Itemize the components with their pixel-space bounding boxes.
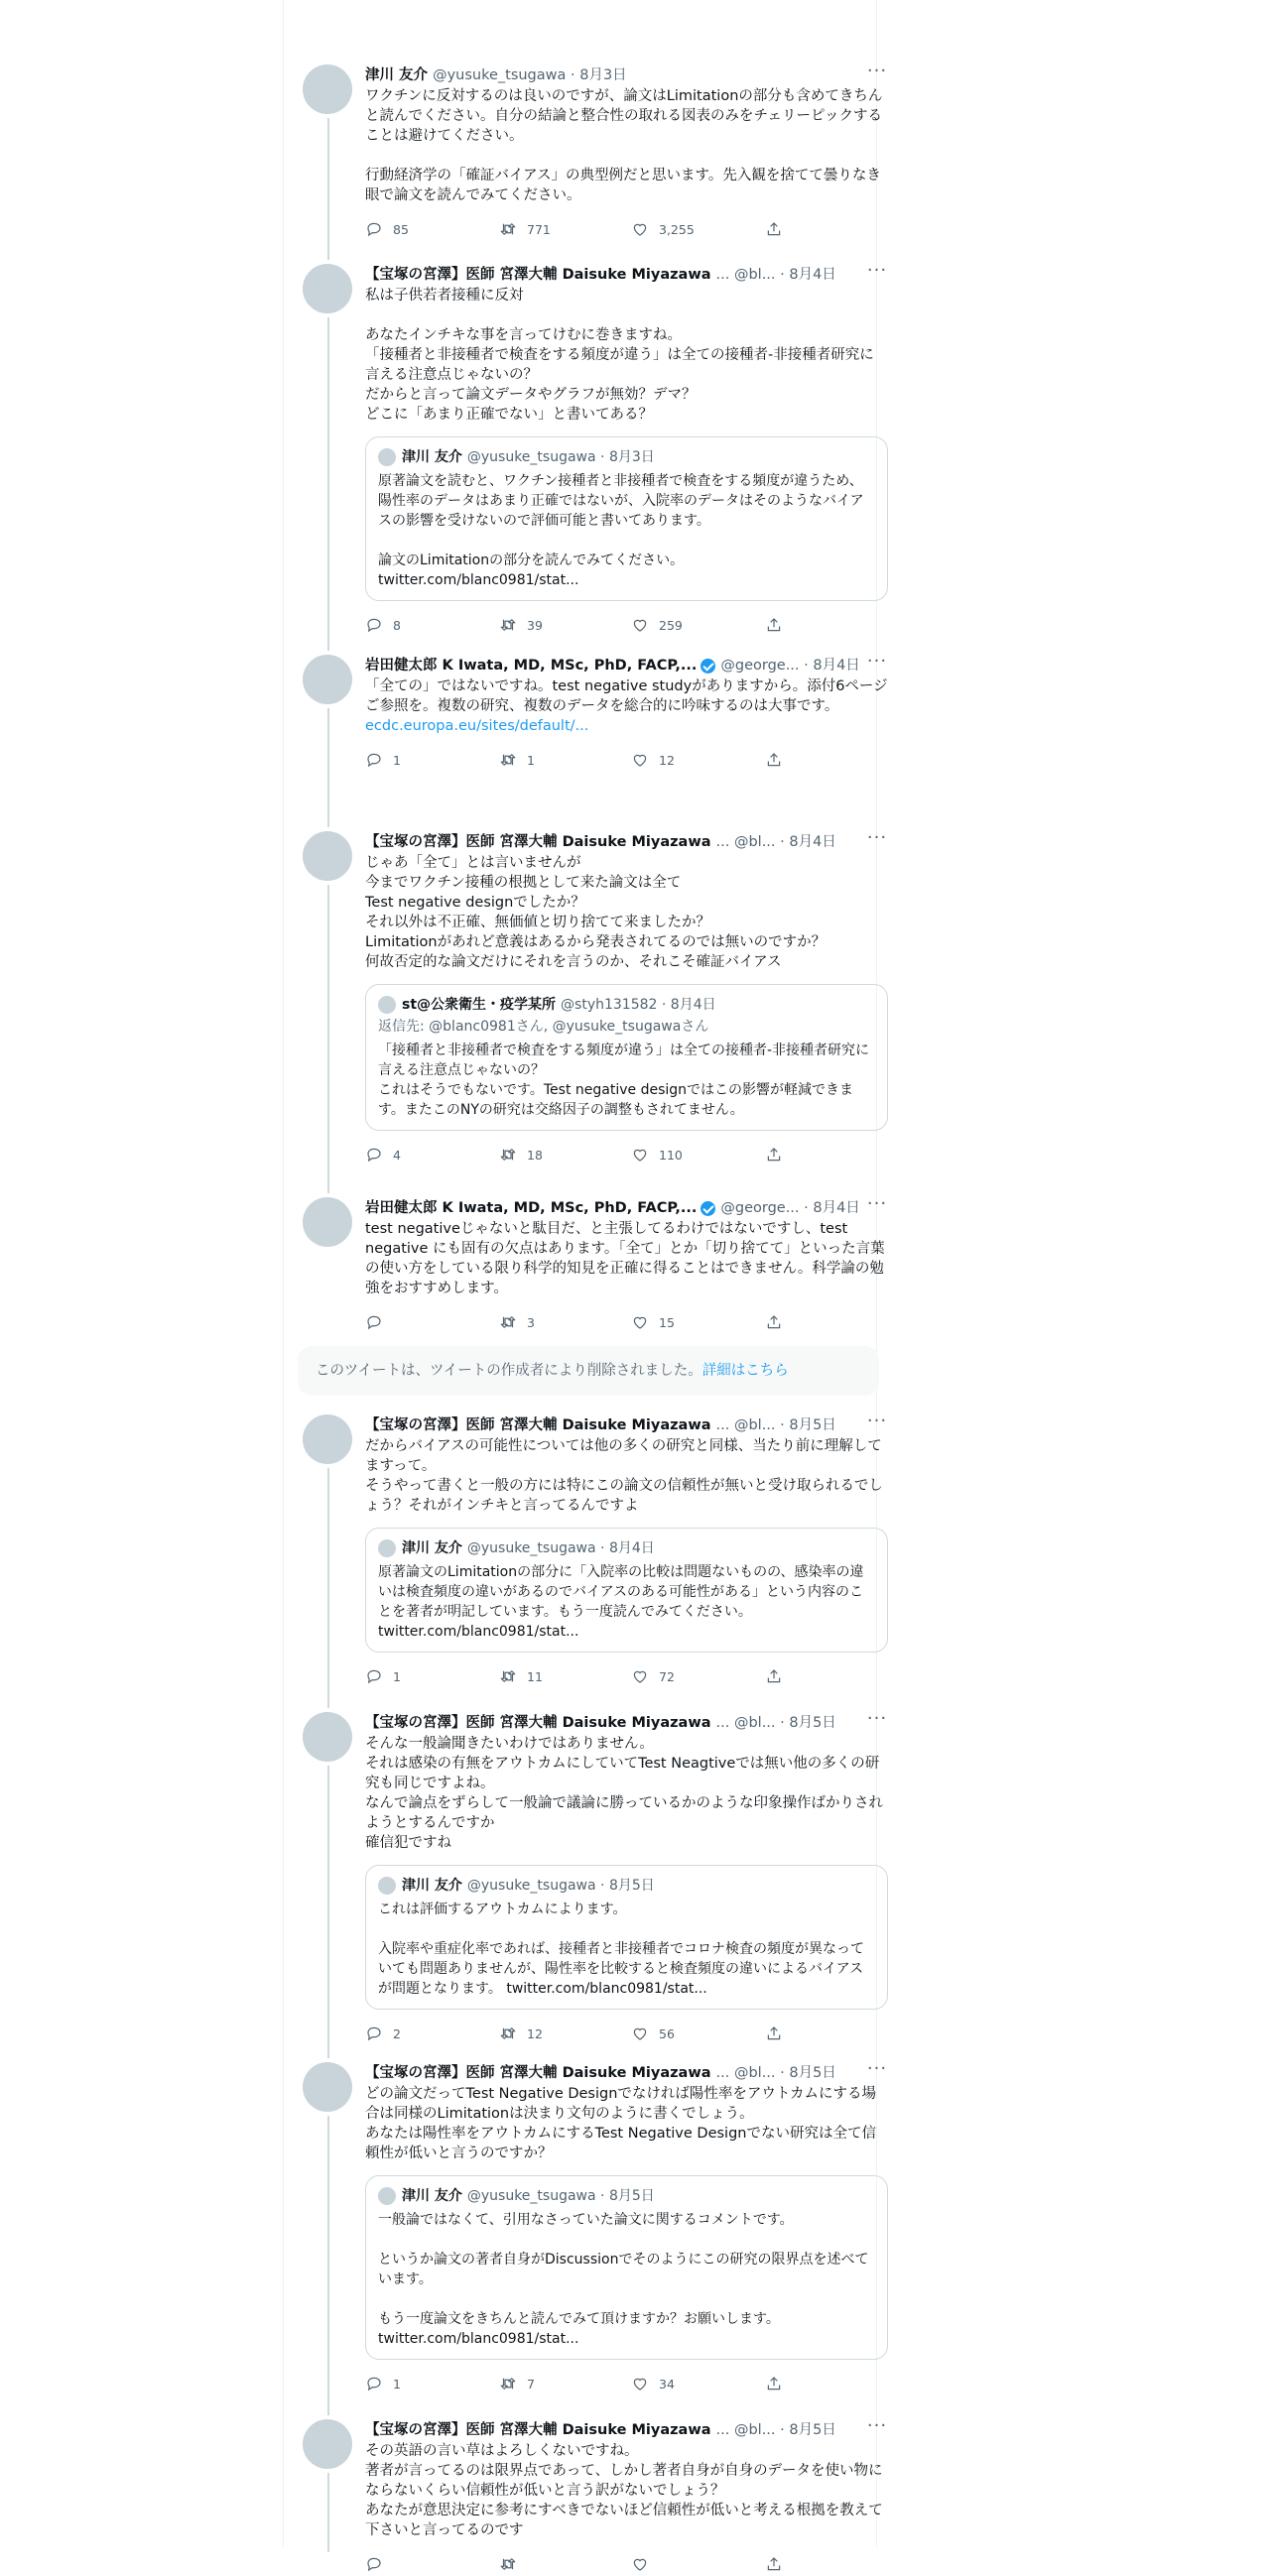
quoted-author-handle: @yusuke_tsugawa (466, 449, 596, 465)
tweet-date[interactable]: 8月4日 (813, 1200, 860, 1216)
share-icon (765, 2555, 783, 2573)
retweet-button[interactable] (499, 1143, 543, 1166)
author-name[interactable]: 岩田健太郎 K Iwata, MD, MSc, PhD, FACP,... (365, 1200, 698, 1216)
share-button[interactable] (765, 613, 793, 637)
quoted-tweet-text: 原著論文のLimitationの部分に「入院率の比較は問題ないものの、感染率の違いは検査頻度の違いがあるのでバイアスのある可能性がある」という内容のことを著者が明記しています。もう一度読んでみてください。 twitter.com/blanc0981/stat... (378, 1564, 864, 1640)
thread-line (327, 1468, 329, 1708)
separator-dot: · (595, 2188, 609, 2204)
quoted-tweet-date: 8月4日 (670, 997, 716, 1013)
thread-line (327, 1766, 329, 2058)
author-handle[interactable]: ... @bl... (715, 1715, 776, 1731)
author-meta (720, 655, 859, 676)
author-name[interactable]: 【宝塚の宮澤】医師 宮澤大輔 Daisuke Miyazawa (365, 2065, 711, 2081)
tweet-actions (365, 217, 888, 241)
tweet-body (365, 61, 888, 241)
author-meta (716, 2419, 836, 2441)
tweet-header (365, 260, 888, 286)
quoted-tweet[interactable] (365, 2175, 888, 2360)
reply-icon (365, 2555, 383, 2573)
quoted-avatar (378, 2187, 396, 2205)
author-handle[interactable]: ... @bl... (715, 2422, 776, 2438)
separator-dot: · (595, 1878, 609, 1894)
like-icon (631, 1313, 649, 1331)
like-icon (631, 220, 649, 238)
quoted-tweet-date: 8月4日 (608, 1540, 655, 1556)
author-meta (716, 1712, 836, 1734)
tweet-header (365, 2058, 888, 2084)
tweet-header (365, 1193, 888, 1219)
retweet-button[interactable] (499, 613, 543, 637)
replies-count: 85 (393, 221, 409, 237)
tweet-actions (365, 1310, 888, 1334)
tweet-actions (365, 1143, 888, 1166)
author-name[interactable]: 津川 友介 (365, 67, 429, 83)
quoted-author-name: st@公衆衛生・疫学某所 (402, 997, 557, 1013)
author-name[interactable]: 【宝塚の宮澤】医師 宮澤大輔 Daisuke Miyazawa (365, 1417, 711, 1433)
reply-icon (365, 751, 383, 769)
thread-line (327, 708, 329, 827)
thread-line (327, 2473, 329, 2552)
quoted-tweet-date: 8月5日 (608, 1878, 655, 1894)
retweet-icon (499, 1667, 517, 1685)
share-icon (765, 1667, 783, 1685)
share-icon (765, 751, 783, 769)
author-name[interactable]: 【宝塚の宮澤】医師 宮澤大輔 Daisuke Miyazawa (365, 2422, 711, 2438)
column-border-left (283, 0, 284, 2547)
quoted-author-name: 津川 友介 (402, 2188, 462, 2204)
quoted-tweet-header (378, 447, 875, 467)
like-button[interactable] (631, 613, 683, 637)
tweet-body (365, 2058, 888, 2395)
share-icon (765, 2024, 783, 2042)
quoted-tweet-header (378, 1876, 875, 1896)
likes-count: 12 (659, 752, 675, 768)
reply-button[interactable] (365, 613, 401, 637)
likes-count: 3,255 (659, 221, 695, 237)
verified-badge-icon (701, 1201, 715, 1216)
reply-button[interactable] (365, 2552, 393, 2576)
author-handle[interactable]: ... @bl... (715, 834, 776, 850)
avatar[interactable] (303, 64, 352, 114)
tweet-actions (365, 2022, 888, 2045)
more-options-icon[interactable]: ··· (866, 61, 888, 81)
author-meta (720, 1197, 859, 1219)
reply-button[interactable] (365, 748, 401, 772)
author-handle[interactable]: @george... (720, 658, 800, 674)
share-button[interactable] (765, 2552, 793, 2576)
thread-line (327, 885, 329, 1193)
quoted-avatar (378, 1877, 396, 1895)
quoted-author-handle: @styh131582 (561, 997, 658, 1013)
quoted-tweet[interactable] (365, 1865, 888, 2010)
tweet-link[interactable]: ecdc.europa.eu/sites/default/... (365, 718, 589, 734)
author-name[interactable]: 【宝塚の宮澤】医師 宮澤大輔 Daisuke Miyazawa (365, 267, 711, 283)
quoted-tweet-header (378, 995, 875, 1015)
likes-count: 15 (659, 1314, 675, 1330)
tweet-date[interactable]: 8月5日 (789, 2065, 836, 2081)
quoted-avatar (378, 1539, 396, 1557)
avatar[interactable] (303, 831, 352, 881)
separator-dot: · (775, 2065, 790, 2081)
tweet-body (365, 1411, 888, 1688)
reply-button[interactable] (365, 1310, 393, 1334)
tweet-text: 「全ての」ではないですね。test negative studyがありますから。添付6ページご参照を。複数の研究、複数のデータを総合的に吟味するのは大事です。 (365, 678, 888, 714)
tweet-body (365, 827, 888, 1166)
quoted-tweet-header (378, 1538, 875, 1558)
tweet-body (365, 1193, 888, 1334)
avatar[interactable] (303, 2062, 352, 2112)
tweet-date[interactable]: 8月5日 (789, 2422, 836, 2438)
separator-dot: · (775, 834, 790, 850)
quoted-tweet-text: 「接種者と非接種者で検査をする頻度が違う」は全ての接種者-非接種者研究に言える注意点じゃないの？ これはそうでもないです。Test negative designではこの影響が軽減できます。またこのNYの研究は交絡因子の調整もされてません。 (378, 1043, 870, 1118)
share-icon (765, 1146, 783, 1164)
like-button[interactable] (631, 2022, 675, 2045)
quoted-author-name: 津川 友介 (402, 1878, 462, 1894)
author-handle[interactable]: ... @bl... (715, 1417, 776, 1433)
likes-count: 72 (659, 1668, 675, 1684)
separator-dot: · (775, 1715, 790, 1731)
more-options-icon[interactable]: ··· (866, 1411, 888, 1431)
tweet-text: ワクチンに反対するのは良いのですが、論文はLimitationの部分も含めてきちんと読んでください。自分の結論と整合性の取れる図表のみをチェリーピックすることは避けてください。 行動経済学の「確証バイアス」の典型例だと思います。先入観を捨てて曇りなき眼で論文を読んでみてください。 (365, 88, 883, 203)
share-button[interactable] (765, 2022, 793, 2045)
quoted-author-handle: @yusuke_tsugawa (466, 1540, 596, 1556)
reply-icon (365, 2024, 383, 2042)
separator-dot: · (775, 267, 790, 283)
quoted-author-meta (561, 995, 716, 1015)
thread-line (327, 317, 329, 651)
reply-icon (365, 616, 383, 634)
tweet-date[interactable]: 8月4日 (789, 267, 836, 283)
like-button[interactable] (631, 2372, 675, 2395)
like-button[interactable] (631, 1664, 675, 1688)
quoted-author-handle: @yusuke_tsugawa (466, 1878, 596, 1894)
share-button[interactable] (765, 1143, 793, 1166)
more-options-icon[interactable]: ··· (866, 1193, 888, 1214)
separator-dot: · (799, 1200, 814, 1216)
separator-dot: · (775, 2422, 790, 2438)
quoted-author-meta (467, 1538, 655, 1558)
retweet-icon (499, 220, 517, 238)
retweet-button[interactable] (499, 2022, 543, 2045)
tweet-body (365, 1708, 888, 2045)
retweet-icon (499, 2024, 517, 2042)
tweet-date[interactable]: 8月4日 (789, 834, 836, 850)
quoted-tweet-text: 原著論文を読むと、ワクチン接種者と非接種者で検査をする頻度が違うため、陽性率のデータはあまり正確ではないが、入院率のデータはそのようなバイアスの影響を受けないので評価可能と書いてあります。 論文のLimitationの部分を読んでみてください。 twitter.com/blanc0981/stat... (378, 473, 864, 588)
tweet-date[interactable]: 8月5日 (789, 1715, 836, 1731)
like-icon (631, 1667, 649, 1685)
quoted-tweet[interactable] (365, 1528, 888, 1653)
retweet-button[interactable] (499, 748, 535, 772)
replies-count: 8 (393, 617, 401, 633)
quoted-reply-to: 返信先: @blanc0981さん, @yusuke_tsugawaさん (378, 1019, 709, 1035)
deleted-notice-text: このツイートは、ツイートの作成者により削除されました。 (316, 1363, 702, 1379)
likes-count: 34 (659, 2376, 675, 2392)
author-name[interactable]: 【宝塚の宮澤】医師 宮澤大輔 Daisuke Miyazawa (365, 1715, 711, 1731)
retweet-icon (499, 2555, 517, 2573)
tweet-header (365, 1411, 888, 1436)
avatar[interactable] (303, 1712, 352, 1762)
replies-count: 2 (393, 2025, 401, 2041)
quoted-tweet-date: 8月5日 (608, 2188, 655, 2204)
quoted-author-meta (467, 2186, 655, 2206)
more-options-icon[interactable]: ··· (866, 651, 888, 672)
retweets-count: 1 (527, 752, 535, 768)
retweet-button[interactable] (499, 2372, 535, 2395)
tweet-header (365, 2415, 888, 2441)
retweets-count: 39 (527, 617, 543, 633)
like-button[interactable] (631, 748, 675, 772)
author-meta (716, 831, 836, 853)
retweets-count: 3 (527, 1314, 535, 1330)
retweet-icon (499, 751, 517, 769)
retweet-icon (499, 616, 517, 634)
tweet-date[interactable]: 8月3日 (579, 67, 627, 83)
avatar[interactable] (303, 2419, 352, 2469)
tweet-body (365, 2415, 888, 2576)
retweets-count: 7 (527, 2376, 535, 2392)
more-options-icon[interactable]: ··· (866, 1708, 888, 1729)
likes-count: 110 (659, 1147, 683, 1163)
like-icon (631, 2555, 649, 2573)
like-icon (631, 616, 649, 634)
reply-icon (365, 1146, 383, 1164)
share-button[interactable] (765, 1664, 793, 1688)
reply-icon (365, 2375, 383, 2392)
reply-button[interactable] (365, 1664, 401, 1688)
likes-count: 259 (659, 617, 683, 633)
separator-dot: · (775, 1417, 790, 1433)
thread-line (327, 2116, 329, 2415)
author-handle[interactable]: ... @bl... (715, 267, 776, 283)
quoted-avatar (378, 996, 396, 1014)
retweets-count: 18 (527, 1147, 543, 1163)
tweet-actions (365, 1664, 888, 1688)
share-button[interactable] (765, 1310, 793, 1334)
tweet-text: その英語の言い草はよろしくないですね。 著者が言ってるのは限界点であって、しかし著者自身が自身のデータを使い物にならないくらい信頼性が低いと言う訳がないでしょう？ あなたが意思決定に参考にすべきでないほど信頼性が低いと考える根拠を教えて下さいと言ってるのです (365, 2443, 883, 2538)
more-options-icon[interactable]: ··· (866, 260, 888, 281)
retweet-icon (499, 2375, 517, 2392)
tweet-date[interactable]: 8月4日 (813, 658, 860, 674)
separator-dot: · (657, 997, 671, 1013)
retweet-button[interactable] (499, 217, 551, 241)
quoted-tweet-header (378, 2186, 875, 2206)
like-button[interactable] (631, 1143, 683, 1166)
tweet-date[interactable]: 8月5日 (789, 1417, 836, 1433)
tweet-text: だからバイアスの可能性については他の多くの研究と同様、当たり前に理解してますって。 そうやって書くと一般の方には特にこの論文の信頼性が無いと受け取られるでしょう？それがインチキと言ってるんですよ (365, 1438, 883, 1514)
like-button[interactable] (631, 217, 695, 241)
more-options-icon[interactable]: ··· (866, 2415, 888, 2436)
retweet-button[interactable] (499, 2552, 527, 2576)
tweet-header (365, 827, 888, 853)
tweet-header (365, 61, 888, 86)
quoted-avatar (378, 448, 396, 466)
retweet-icon (499, 1313, 517, 1331)
quoted-tweet[interactable] (365, 984, 888, 1131)
quoted-author-meta (467, 1876, 655, 1896)
share-icon (765, 2375, 783, 2392)
share-icon (765, 616, 783, 634)
avatar[interactable] (303, 1414, 352, 1464)
like-button[interactable] (631, 1310, 675, 1334)
replies-count: 1 (393, 752, 401, 768)
like-icon (631, 751, 649, 769)
author-meta (716, 264, 836, 286)
quoted-author-name: 津川 友介 (402, 1540, 462, 1556)
tweet-header (365, 651, 888, 676)
reply-button[interactable] (365, 2022, 401, 2045)
tweet-text: そんな一般論聞きたいわけではありません。 それは感染の有無をアウトカムにしていてTest Neagtiveでは無い他の多くの研究も同じですよね。 なんで論点をずらして一般論で議論に勝っているかのような印象操作ばかりされようとするんですか 確信犯ですね (365, 1736, 883, 1851)
quoted-tweet-text: これは評価するアウトカムによります。 入院率や重症化率であれば、接種者と非接種者でコロナ検査の頻度が異なっていても問題ありませんが、陽性率を比較すると検査頻度の違いによるバイアスが問題となります。 twitter.com/blanc0981/stat... (378, 1901, 864, 1997)
retweets-count: 771 (527, 221, 551, 237)
replies-count: 4 (393, 1147, 401, 1163)
reply-button[interactable] (365, 2372, 401, 2395)
tweet-body (365, 651, 888, 772)
author-name[interactable]: 岩田健太郎 K Iwata, MD, MSc, PhD, FACP,... (365, 658, 698, 674)
separator-dot: · (566, 67, 580, 83)
author-handle[interactable]: ... @bl... (715, 2065, 776, 2081)
tweet-text: test negativeじゃないと駄目だ、と主張してるわけではないですし、test negative にも固有の欠点はあります。「全て」とか「切り捨てて」といった言葉の使い方をしている限り科学的知見を正確に得ることはできません。科学論の勉強をおすすめします。 (365, 1221, 885, 1296)
author-handle[interactable]: @yusuke_tsugawa (433, 67, 567, 83)
retweet-button[interactable] (499, 1310, 535, 1334)
avatar[interactable] (303, 655, 352, 704)
share-button[interactable] (765, 217, 793, 241)
tweet-text: 私は子供若者接種に反対 あなたインチキな事を言ってけむに巻きますね。 「接種者と非接種者で検査をする頻度が違う」は全ての接種者-非接種者研究に言える注意点じゃないの？ だからと言って論文データやグラフが無効？デマ？ どこに「あまり正確でない」と書いてある？ (365, 288, 874, 423)
tweet-header (365, 1708, 888, 1734)
quoted-author-meta (467, 447, 655, 467)
tweet-actions (365, 2372, 888, 2395)
author-meta (433, 64, 627, 86)
tweet-text: どの論文だってTest Negative Designでなければ陽性率をアウトカムにする場合は同様のLimitationは決まり文句のように書くでしょう。 あなたは陽性率をアウトカムにするTest Negative Designでない研究は全て信頼性が低いと言うのですか？ (365, 2086, 876, 2161)
reply-button[interactable] (365, 217, 409, 241)
retweets-count: 12 (527, 2025, 543, 2041)
quoted-tweet[interactable] (365, 436, 888, 601)
separator-dot: · (595, 449, 609, 465)
avatar[interactable] (303, 264, 352, 313)
quoted-tweet-text: 一般論ではなくて、引用なさっていた論文に関するコメントです。 というか論文の著者自身がDiscussionでそのようにこの研究の限界点を述べています。 もう一度論文をきちんと読んでみて頂けますか？お願いします。 twitter.com/blanc0981/stat... (378, 2212, 869, 2347)
like-button[interactable] (631, 2552, 659, 2576)
separator-dot: · (595, 1540, 609, 1556)
reply-icon (365, 1667, 383, 1685)
share-icon (765, 1313, 783, 1331)
like-icon (631, 2024, 649, 2042)
tweet-actions (365, 748, 888, 772)
retweets-count: 11 (527, 1668, 543, 1684)
avatar[interactable] (303, 1197, 352, 1247)
share-button[interactable] (765, 2372, 793, 2395)
reply-button[interactable] (365, 1143, 401, 1166)
author-meta (716, 2062, 836, 2084)
retweet-button[interactable] (499, 1664, 543, 1688)
likes-count: 56 (659, 2025, 675, 2041)
retweet-icon (499, 1146, 517, 1164)
tweet-text: じゃあ「全て」とは言いませんが 今までワクチン接種の根拠として来た論文は全て Test negative designでしたか？ それ以外は不正確、無価値と切り捨てて来ましたか？ Limitationがあれど意義はあるから発表されてるのでは無いのですか？ 何故否定的な論文だけにそれを言うのか、それこそ確証バイアス (365, 855, 827, 970)
more-options-icon[interactable]: ··· (866, 827, 888, 848)
like-icon (631, 1146, 649, 1164)
tweet-actions (365, 613, 888, 637)
separator-dot: · (799, 658, 814, 674)
replies-count: 1 (393, 2376, 401, 2392)
quoted-author-handle: @yusuke_tsugawa (466, 2188, 596, 2204)
quoted-tweet-date: 8月3日 (608, 449, 655, 465)
verified-badge-icon (701, 659, 715, 674)
more-options-icon[interactable]: ··· (866, 2058, 888, 2079)
deleted-tweet-notice (298, 1346, 879, 1396)
reply-icon (365, 220, 383, 238)
share-button[interactable] (765, 748, 793, 772)
share-icon (765, 220, 783, 238)
replies-count: 1 (393, 1668, 401, 1684)
author-meta (716, 1414, 836, 1436)
tweet-actions (365, 2552, 888, 2576)
like-icon (631, 2375, 649, 2392)
author-handle[interactable]: @george... (720, 1200, 800, 1216)
quoted-author-name: 津川 友介 (402, 449, 462, 465)
author-name[interactable]: 【宝塚の宮澤】医師 宮澤大輔 Daisuke Miyazawa (365, 834, 711, 850)
tweet-body (365, 260, 888, 637)
thread-line (327, 118, 329, 260)
learn-more-link[interactable]: 詳細はこちら (701, 1363, 789, 1379)
reply-icon (365, 1313, 383, 1331)
